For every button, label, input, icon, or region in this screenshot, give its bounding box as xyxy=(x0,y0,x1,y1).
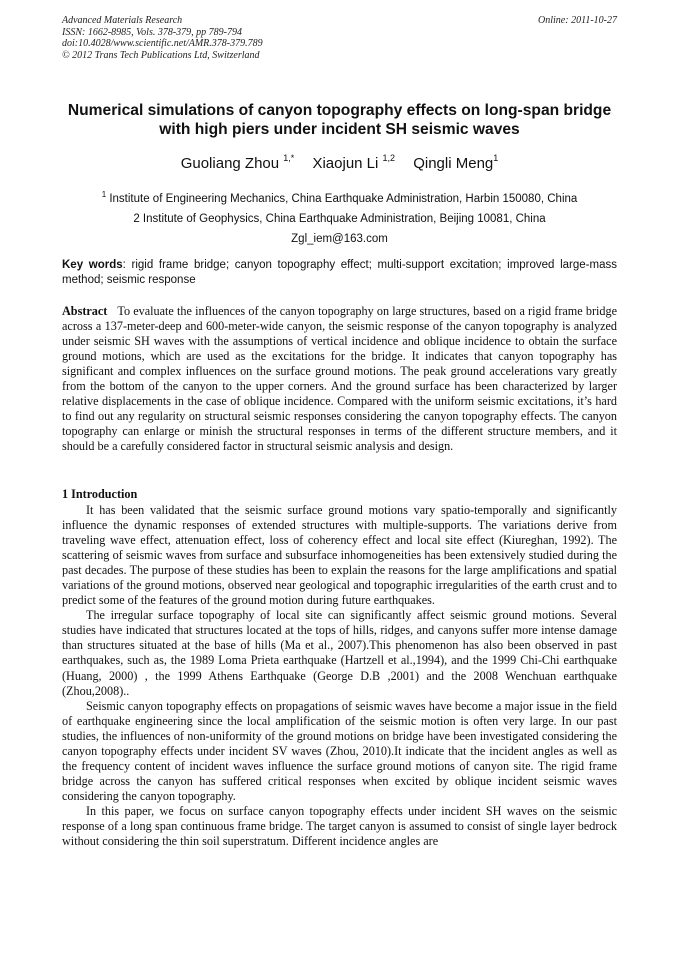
doi-line: doi:10.4028/www.scientific.net/AMR.378-379.789 xyxy=(62,38,263,50)
issn-line: ISSN: 1662-8985, Vols. 378-379, pp 789-794 xyxy=(62,26,242,38)
section-heading: 1 Introduction xyxy=(62,487,138,501)
author-name: Guoliang Zhou xyxy=(180,155,280,172)
online-date: Online: 2011-10-27 xyxy=(538,15,617,26)
author-list xyxy=(62,155,617,173)
affiliation-1: $^1$ Institute of Engineering Mechanics, China Earthquake Administration, Harbin 150080, China xyxy=(101,190,578,205)
author-affiliation-mark: 1 xyxy=(493,153,499,163)
keywords-text: : rigid frame bridge; canyon topography effect; multi-support excitation; improved large-mass method; seismic response xyxy=(62,259,617,286)
affiliation-1-mark: 1 xyxy=(101,190,107,199)
author-name: Xiaojun Li xyxy=(312,155,379,172)
journal-name: Advanced Materials Research xyxy=(62,15,183,26)
author-3 xyxy=(413,155,498,172)
abstract-text: To evaluate the influences of the canyon topography on large structures, based on a rigid frame bridge across a 137-meter-deep and 600-meter-wide canyon, the seismic response of the canyon topography is analyzed under seismic SH waves with the assumptions of vertical incidence and oblique incidence to obtain the surface ground motions, which are used as the excitations for the bridge. It indicates that canyon topography has significant and complex influences on the surface ground motions. The peak ground accelerations vary greatly from the bottom of the canyon to the upper corners. And the ground surface has been characterized by larger relative displacements in the case of oblique incidence. Compared with the uniform seismic excitations, it’s hard to find out any regularity on structural seismic responses considering the canyon topography effects. The canyon topography can enlarge or minish the structural responses in terms of the different structure members, and it should be a carefully considered factor in structural seismic analysis and design. xyxy=(62,304,617,454)
affiliations xyxy=(62,189,617,249)
keywords-label: Key words xyxy=(62,259,123,271)
contact-email: Zgl_iem@163.com xyxy=(291,233,388,245)
author-name: Qingli Meng xyxy=(413,155,494,172)
keywords xyxy=(62,258,617,288)
journal-header xyxy=(62,15,617,61)
affiliation-2: 2 Institute of Geophysics, China Earthquake Administration, Beijing 10081, China xyxy=(133,213,546,225)
paper-title: Numerical simulations of canyon topography effects on long-span bridge with high piers under incident SH seismic waves xyxy=(67,102,612,138)
paragraph: Seismic canyon topography effects on propagations of seismic waves have become a major issue in the field of earthquake engineering since the local amplification of the seismic motion is often very large. In our past studies, the influences of non-uniformity of the ground motions on bridge have been investigated considering the canyon topography effects under incident SV waves (Zhou, 2010).It indicate that the incident angles as well as the frequency content of incident waves influence the surface ground motions of canyon site. The rigid frame bridge across the canyon has suffered critical responses when excited by oblique incident seismic waves considering the canyon topography. xyxy=(62,698,617,803)
paragraph: In this paper, we focus on surface canyon topography effects under incident SH waves on the seismic response of a long span continuous frame bridge. The target canyon is assumed to consist of single layer bedrock without considering the thin soil superstratum. Different incidence angles are xyxy=(62,803,617,849)
paragraph: It has been validated that the seismic surface ground motions vary spatio-temporally and significantly influence the dynamic responses of extended structures with multiple-supports. The variations derive from traveling wave effect, attenuation effect, loss of coherency effect and local site effect (Kiureghan, 1992). The scattering of seismic waves from surface and subsurface inhomogeneities has been extensively studied during the past decades. The purpose of these studies has been to explain the reasons for the large amplifications and spatial variations of the ground motions, observed near geological and topographic irregularities of the earth crust and to predict some of the features of the ground motion during future earthquakes. xyxy=(62,503,617,608)
author-2 xyxy=(312,155,395,172)
author-affiliation-mark: 1,* xyxy=(283,153,295,163)
author-affiliation-mark: 1,2 xyxy=(382,153,396,163)
abstract xyxy=(62,304,617,454)
section-body xyxy=(62,503,617,849)
paragraph: The irregular surface topography of local site can significantly affect seismic ground motions. Several studies have indicated that structures located at the tops of hills, ridges, and canyons suffer more intense damage than structures situated at the base of hills (Ma et al., 2007).This phenomenon has also been observed in past earthquakes, such as, the 1989 Loma Prieta earthquake (Hartzell et al.,1994), and the 1999 Chi-Chi earthquake (Huang, 2000) , the 1999 Athens Earthquake (George D.B ,2001) and the 2008 Wenchuan earthquake (Zhou,2008).. xyxy=(62,608,617,698)
abstract-label: Abstract xyxy=(62,304,108,318)
copyright-line: © 2012 Trans Tech Publications Ltd, Switzerland xyxy=(62,49,260,61)
author-1 xyxy=(181,155,295,172)
